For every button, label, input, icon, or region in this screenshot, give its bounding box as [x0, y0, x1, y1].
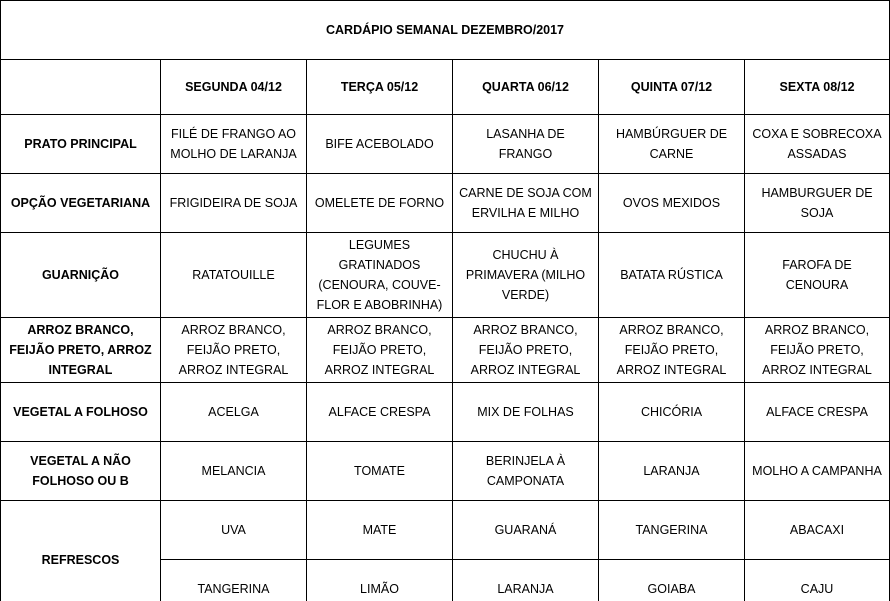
menu-cell: GOIABA	[599, 560, 745, 601]
menu-cell: CARNE DE SOJA COM ERVILHA E MILHO	[453, 174, 599, 233]
table-row	[1, 442, 890, 501]
menu-cell: ACELGA	[161, 383, 307, 442]
menu-cell: MELANCIA	[161, 442, 307, 501]
row-label-vegetal-nao-folhoso: VEGETAL A NÃO FOLHOSO OU B	[1, 442, 161, 501]
day-header-thursday: QUINTA 07/12	[599, 60, 745, 115]
menu-cell: ARROZ BRANCO, FEIJÃO PRETO, ARROZ INTEGRAL	[453, 318, 599, 383]
row-label-arroz-feijao: ARROZ BRANCO, FEIJÃO PRETO, ARROZ INTEGRAL	[1, 318, 161, 383]
day-header-tuesday: TERÇA 05/12	[307, 60, 453, 115]
menu-cell: BERINJELA À CAMPONATA	[453, 442, 599, 501]
menu-cell: OVOS MEXIDOS	[599, 174, 745, 233]
menu-cell: FILÉ DE FRANGO AO MOLHO DE LARANJA	[161, 115, 307, 174]
table-row	[1, 501, 890, 560]
menu-cell: ARROZ BRANCO, FEIJÃO PRETO, ARROZ INTEGRAL	[745, 318, 890, 383]
menu-cell: ALFACE CRESPA	[307, 383, 453, 442]
menu-cell: LASANHA DE FRANGO	[453, 115, 599, 174]
menu-cell: LARANJA	[453, 560, 599, 601]
menu-cell: LARANJA	[599, 442, 745, 501]
menu-cell: LIMÃO	[307, 560, 453, 601]
menu-cell: GUARANÁ	[453, 501, 599, 560]
page-title: CARDÁPIO SEMANAL DEZEMBRO/2017	[1, 1, 890, 60]
title-row	[1, 1, 890, 60]
menu-cell: BIFE ACEBOLADO	[307, 115, 453, 174]
menu-cell: CHICÓRIA	[599, 383, 745, 442]
menu-cell: MATE	[307, 501, 453, 560]
day-header-row	[1, 60, 890, 115]
menu-cell: TOMATE	[307, 442, 453, 501]
menu-cell: CAJU	[745, 560, 890, 601]
row-label-refrescos: REFRESCOS	[1, 501, 161, 601]
menu-cell: FAROFA DE CENOURA	[745, 233, 890, 318]
table-row	[1, 115, 890, 174]
menu-cell: BATATA RÚSTICA	[599, 233, 745, 318]
day-header-monday: SEGUNDA 04/12	[161, 60, 307, 115]
menu-cell: OMELETE DE FORNO	[307, 174, 453, 233]
menu-cell: LEGUMES GRATINADOS (CENOURA, COUVE-FLOR E ABOBRINHA)	[307, 233, 453, 318]
day-header-friday: SEXTA 08/12	[745, 60, 890, 115]
menu-cell: HAMBURGUER DE SOJA	[745, 174, 890, 233]
menu-cell: COXA E SOBRECOXA ASSADAS	[745, 115, 890, 174]
row-label-vegetal-folhoso: VEGETAL A FOLHOSO	[1, 383, 161, 442]
table-row	[1, 174, 890, 233]
menu-cell: FRIGIDEIRA DE SOJA	[161, 174, 307, 233]
menu-cell: TANGERINA	[599, 501, 745, 560]
menu-cell: ABACAXI	[745, 501, 890, 560]
menu-cell: ALFACE CRESPA	[745, 383, 890, 442]
menu-cell: ARROZ BRANCO, FEIJÃO PRETO, ARROZ INTEGRAL	[599, 318, 745, 383]
menu-cell: ARROZ BRANCO, FEIJÃO PRETO, ARROZ INTEGRAL	[161, 318, 307, 383]
menu-cell: MIX DE FOLHAS	[453, 383, 599, 442]
table-row	[1, 383, 890, 442]
menu-cell: TANGERINA	[161, 560, 307, 601]
row-label-guarnicao: GUARNIÇÃO	[1, 233, 161, 318]
menu-cell: UVA	[161, 501, 307, 560]
menu-cell: RATATOUILLE	[161, 233, 307, 318]
menu-cell: HAMBÚRGUER DE CARNE	[599, 115, 745, 174]
table-row	[1, 233, 890, 318]
table-row	[1, 318, 890, 383]
menu-cell: CHUCHU À PRIMAVERA (MILHO VERDE)	[453, 233, 599, 318]
row-label-prato-principal: PRATO PRINCIPAL	[1, 115, 161, 174]
row-label-opcao-vegetariana: OPÇÃO VEGETARIANA	[1, 174, 161, 233]
corner-cell	[1, 60, 161, 115]
day-header-wednesday: QUARTA 06/12	[453, 60, 599, 115]
menu-cell: ARROZ BRANCO, FEIJÃO PRETO, ARROZ INTEGRAL	[307, 318, 453, 383]
menu-cell: MOLHO A CAMPANHA	[745, 442, 890, 501]
